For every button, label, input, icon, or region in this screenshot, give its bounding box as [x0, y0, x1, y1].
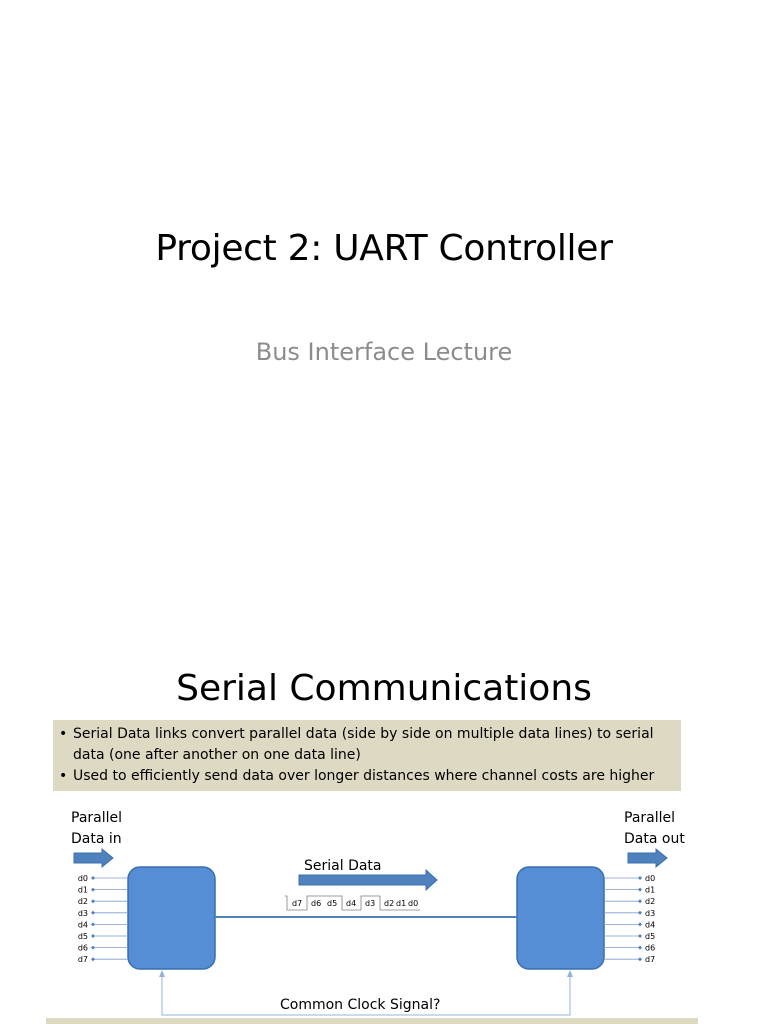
pin-label: d1	[645, 885, 656, 895]
parallel-out-label: Data out	[624, 831, 685, 847]
pin-marker-icon	[91, 922, 95, 926]
serial-data-label: Serial Data	[304, 858, 382, 874]
pin-label: d0	[77, 874, 88, 883]
pin-marker-icon	[91, 888, 95, 892]
pin-marker-icon	[638, 911, 642, 915]
pin-marker-icon	[638, 899, 642, 903]
parallel-in-label: Data in	[71, 831, 122, 847]
pin-label: d5	[645, 932, 656, 941]
pin-label: d3	[77, 908, 88, 918]
bullet-item	[57, 766, 681, 787]
pin-marker-icon	[91, 934, 95, 938]
pin-label: d4	[77, 920, 88, 930]
diagram-svg	[0, 800, 768, 1024]
pin-label: d7	[645, 955, 656, 965]
bullet-item	[57, 724, 681, 766]
pin-marker-icon	[638, 934, 642, 938]
serial-bit: d5	[327, 899, 338, 908]
pin-label: d0	[645, 874, 656, 883]
pin-marker-icon	[91, 957, 95, 961]
pin-label: d6	[645, 943, 656, 953]
next-slide-edge	[46, 1018, 698, 1024]
bullet-dot: •	[59, 768, 68, 784]
left-pin-group	[78, 874, 128, 964]
serial-bit: d0	[408, 899, 419, 908]
serial-bit: d4	[346, 899, 357, 908]
pin-marker-icon	[91, 911, 95, 915]
pin-label: d2	[645, 897, 656, 907]
parallel-in-label: Parallel	[71, 810, 123, 826]
transmitter-block	[128, 867, 215, 969]
serial-bit: d7	[292, 899, 303, 908]
serial-bit: d2	[384, 899, 395, 908]
pin-marker-icon	[638, 876, 642, 880]
bullet-text-line: data (one after another on one data line)	[73, 747, 361, 763]
bullet-text-line: Used to efficiently send data over longer distances where channel costs are higher	[73, 768, 655, 784]
serial-diagram	[0, 800, 768, 1024]
parallel-out-label: Parallel	[624, 810, 676, 826]
clock-arrow-icon	[159, 970, 165, 977]
pin-marker-icon	[91, 876, 95, 880]
pin-label: d2	[77, 897, 88, 907]
serial-bit: d1	[396, 899, 407, 908]
pin-label: d6	[77, 943, 88, 953]
parallel-out-arrow-icon	[628, 849, 667, 867]
slide2-title: Serial Communications	[176, 668, 592, 709]
bullet-box	[53, 720, 681, 791]
slide1-title: Project 2: UART Controller	[155, 228, 613, 269]
pin-label: d3	[645, 908, 656, 918]
pin-label: d5	[77, 932, 88, 941]
slide1-subtitle: Bus Interface Lecture	[255, 338, 513, 366]
pin-label: d7	[77, 955, 88, 965]
right-pin-group	[604, 874, 655, 964]
pin-marker-icon	[638, 888, 642, 892]
bullet-text-line: Serial Data links convert parallel data (side by side on multiple data lines) to serial	[73, 726, 654, 742]
pin-marker-icon	[91, 899, 95, 903]
pin-label: d1	[77, 885, 88, 895]
serial-bit-stream	[285, 896, 420, 910]
pin-marker-icon	[638, 957, 642, 961]
pin-marker-icon	[91, 946, 95, 950]
pin-label: d4	[645, 920, 656, 930]
bullet-dot: •	[59, 726, 68, 742]
clock-arrow-icon	[567, 970, 573, 977]
serial-bit: d6	[311, 899, 322, 908]
receiver-block	[517, 867, 604, 969]
pin-marker-icon	[638, 922, 642, 926]
serial-bit: d3	[365, 899, 376, 908]
clock-label: Common Clock Signal?	[280, 997, 441, 1013]
parallel-in-arrow-icon	[74, 849, 113, 867]
pin-marker-icon	[638, 946, 642, 950]
